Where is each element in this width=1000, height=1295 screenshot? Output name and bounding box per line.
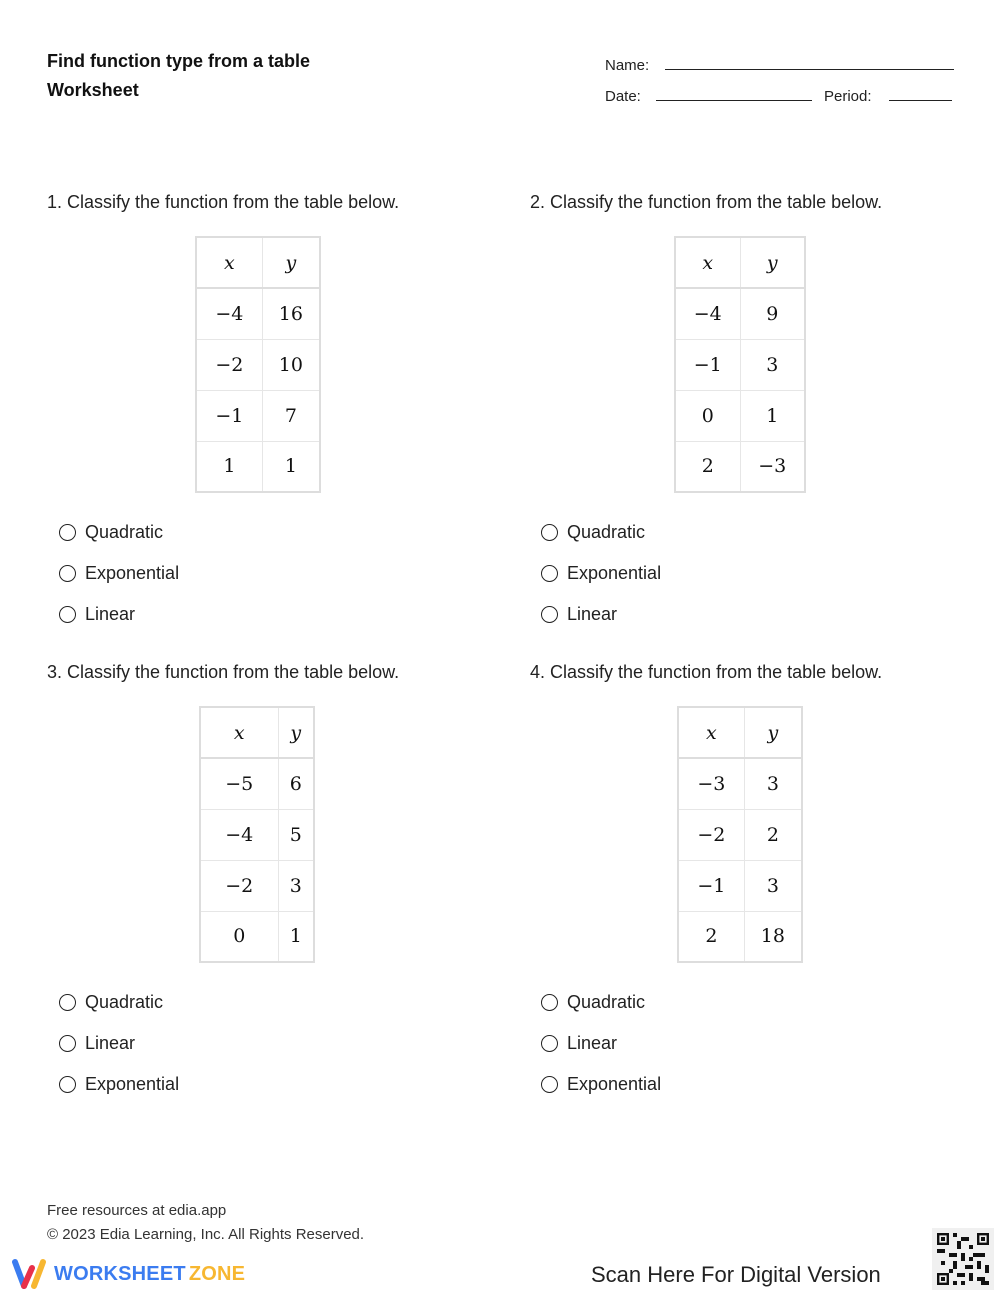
question-prompt: 4. Classify the function from the table below. xyxy=(530,662,883,682)
radio-button-icon[interactable] xyxy=(59,994,76,1011)
function-table-2 xyxy=(674,236,806,493)
table-row: −4 5 xyxy=(200,809,314,860)
table-row: −1 3 xyxy=(678,860,802,911)
option-quadratic[interactable]: Quadratic xyxy=(59,982,179,1023)
table-row: −4 9 xyxy=(675,288,805,339)
table-row: −1 7 xyxy=(196,390,320,441)
brand-name-part2: ZONE xyxy=(188,1262,246,1285)
worksheetzone-w-icon xyxy=(10,1258,48,1290)
table-row: −2 2 xyxy=(678,809,802,860)
header-y: y xyxy=(744,707,802,758)
table-row: 0 1 xyxy=(675,390,805,441)
table-row: −2 10 xyxy=(196,339,320,390)
date-field[interactable] xyxy=(656,100,812,101)
question-prompt: 2. Classify the function from the table below. xyxy=(530,192,883,212)
question-1 xyxy=(47,192,487,213)
header-x: x xyxy=(678,707,744,758)
function-table-3 xyxy=(199,706,315,963)
table-row: −1 3 xyxy=(675,339,805,390)
table-row: 1 1 xyxy=(196,441,320,492)
answer-options-4 xyxy=(541,982,661,1105)
radio-button-icon[interactable] xyxy=(541,565,558,582)
resources-link[interactable]: Free resources at edia.app xyxy=(47,1202,227,1219)
option-exponential[interactable]: Exponential xyxy=(59,1064,179,1105)
option-quadratic[interactable]: Quadratic xyxy=(59,512,179,553)
radio-button-icon[interactable] xyxy=(59,606,76,623)
radio-button-icon[interactable] xyxy=(59,1076,76,1093)
option-quadratic[interactable]: Quadratic xyxy=(541,982,661,1023)
function-table-1 xyxy=(195,236,321,493)
radio-button-icon[interactable] xyxy=(541,1076,558,1093)
option-exponential[interactable]: Exponential xyxy=(59,553,179,594)
worksheetzone-logo[interactable] xyxy=(10,1258,245,1290)
table-row: 0 1 xyxy=(200,911,314,962)
radio-button-icon[interactable] xyxy=(59,1035,76,1052)
answer-options-3 xyxy=(59,982,179,1105)
option-linear[interactable]: Linear xyxy=(59,594,179,635)
function-table-4 xyxy=(677,706,803,963)
worksheet-title: Find function type from a table xyxy=(47,51,311,71)
header-y: y xyxy=(740,237,805,288)
worksheet-subtitle: Worksheet xyxy=(47,80,139,100)
option-quadratic[interactable]: Quadratic xyxy=(541,512,661,553)
option-exponential[interactable]: Exponential xyxy=(541,553,661,594)
radio-button-icon[interactable] xyxy=(59,524,76,541)
period-field[interactable] xyxy=(889,100,952,101)
header-y: y xyxy=(262,237,320,288)
table-row: −2 3 xyxy=(200,860,314,911)
date-label: Date: xyxy=(605,88,641,105)
qr-code-icon[interactable] xyxy=(932,1228,994,1290)
copyright-text: © 2023 Edia Learning, Inc. All Rights Reserved. xyxy=(47,1226,365,1243)
radio-button-icon[interactable] xyxy=(59,565,76,582)
table-row: −5 6 xyxy=(200,758,314,809)
answer-options-2 xyxy=(541,512,661,635)
name-field[interactable] xyxy=(665,69,954,70)
scan-instruction: Scan Here For Digital Version xyxy=(591,1262,881,1287)
table-row: −3 3 xyxy=(678,758,802,809)
option-linear[interactable]: Linear xyxy=(541,594,661,635)
question-prompt: 1. Classify the function from the table below. xyxy=(47,192,400,212)
header-x: x xyxy=(675,237,740,288)
period-label: Period: xyxy=(824,88,872,105)
table-row: 2 18 xyxy=(678,911,802,962)
name-label: Name: xyxy=(605,57,650,74)
question-prompt: 3. Classify the function from the table below. xyxy=(47,662,400,682)
header-x: x xyxy=(196,237,262,288)
option-linear[interactable]: Linear xyxy=(541,1023,661,1064)
brand-name-part1: WORKSHEET xyxy=(54,1262,186,1285)
table-row: −4 16 xyxy=(196,288,320,339)
table-row: 2 −3 xyxy=(675,441,805,492)
header-y: y xyxy=(278,707,314,758)
radio-button-icon[interactable] xyxy=(541,994,558,1011)
header-x: x xyxy=(200,707,278,758)
question-4 xyxy=(530,662,970,683)
radio-button-icon[interactable] xyxy=(541,606,558,623)
question-2 xyxy=(530,192,970,213)
radio-button-icon[interactable] xyxy=(541,1035,558,1052)
answer-options-1 xyxy=(59,512,179,635)
option-exponential[interactable]: Exponential xyxy=(541,1064,661,1105)
question-3 xyxy=(47,662,487,683)
option-linear[interactable]: Linear xyxy=(59,1023,179,1064)
radio-button-icon[interactable] xyxy=(541,524,558,541)
